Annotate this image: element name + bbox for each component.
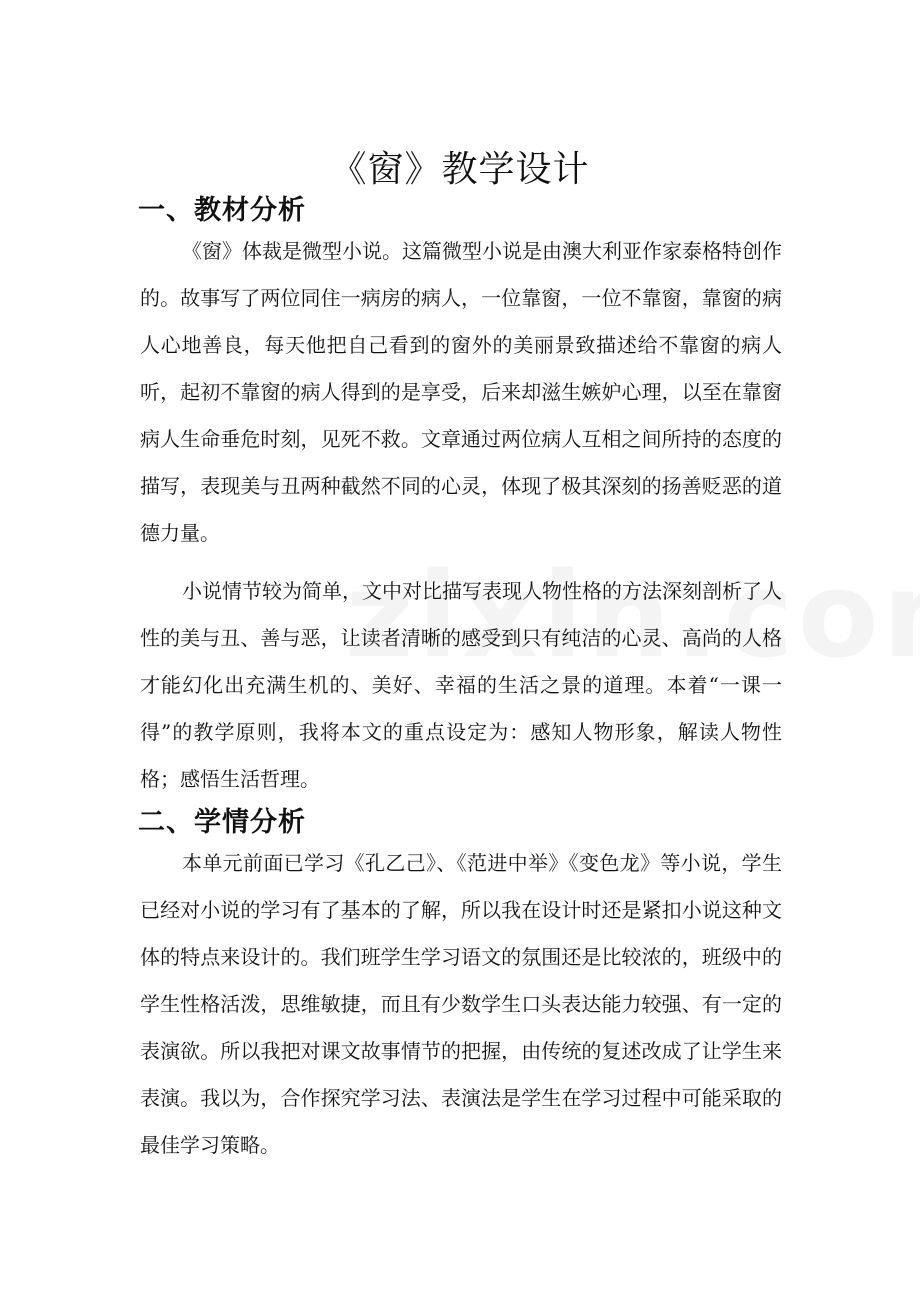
page-title: 《窗》教学设计 xyxy=(330,149,590,190)
paragraph-textbook-analysis-2: 小说情节较为简单，文中对比描写表现人物性格的方法深刻剖析了人性的美与丑、善与恶，让读者清晰的感受到只有纯洁的心灵、高尚的人格才能幻化出充满生机的、美好、幸福的生活之景的道理。本着“一课一得”的教学原则，我将本文的重点设定为：感知人物形象，解读人物性格；感悟生活哲理。 xyxy=(140,579,782,791)
paragraph-textbook-analysis-1: 《窗》体裁是微型小说。这篇微型小说是由澳大利亚作家泰格特创作的。故事写了两位同住一病房的病人，一位靠窗，一位不靠窗，靠窗的病人心地善良，每天他把自己看到的窗外的美丽景致描述给不靠窗的病人听，起初不靠窗的病人得到的是享受，后来却滋生嫉妒心理，以至在靠窗病人生命垂危时刻，见死不救。文章通过两位病人互相之间所持的态度的描写，表现美与丑两种截然不同的心灵，体现了极其深刻的扬善贬恶的道德力量。 xyxy=(140,239,782,545)
section-heading-student-analysis: 二、学情分析 xyxy=(138,807,306,838)
section-heading-textbook-analysis: 一、教材分析 xyxy=(138,195,306,226)
paragraph-student-analysis-1: 本单元前面已学习《孔乙己》、《范进中举》《变色龙》等小说，学生已经对小说的学习有了基本的了解，所以我在设计时还是紧扣小说这种文体的特点来设计的。我们班学生学习语文的氛围还是比较浓的，班级中的学生性格活泼，思维敏捷，而且有少数学生口头表达能力较强、有一定的表演欲。所以我把对课文故事情节的把握，由传统的复述改成了让学生来表演。我以为，合作探究学习法、表演法是学生在学习过程中可能采取的最佳学习策略。 xyxy=(140,851,782,1157)
